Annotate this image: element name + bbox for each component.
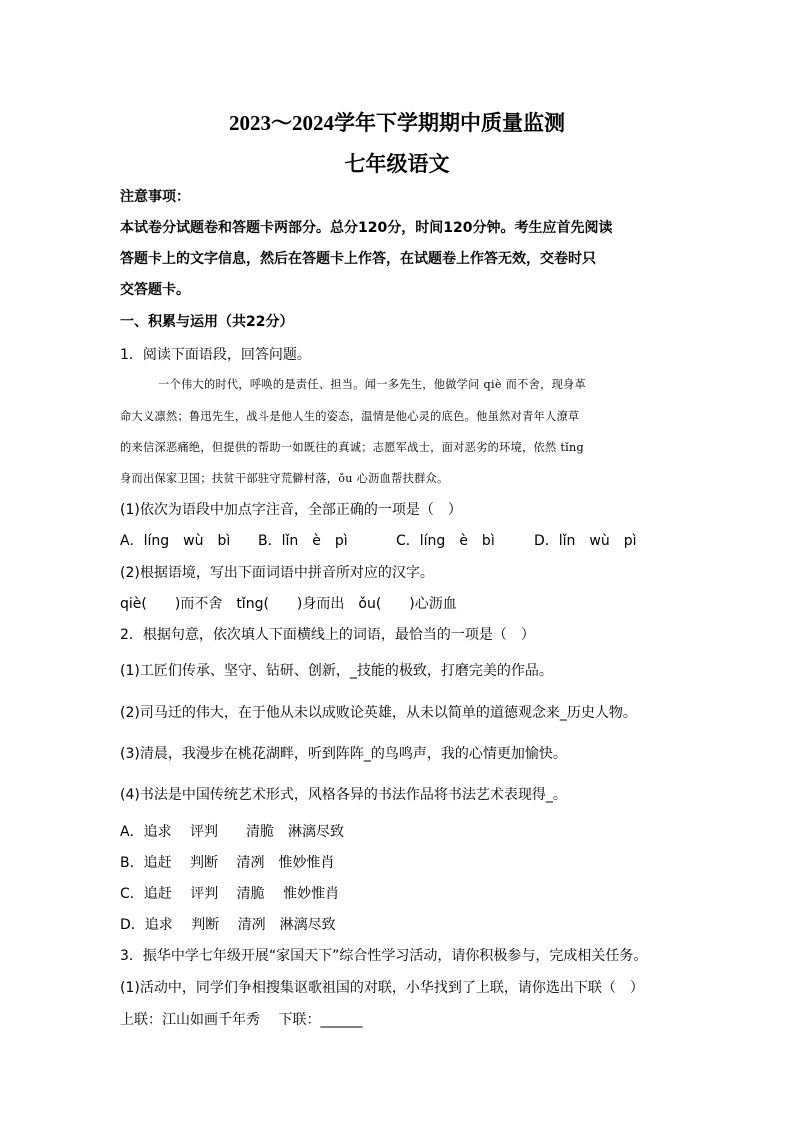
question-2-item: (2)司马迁的伟大，在于他从未以成败论英雄，从未以简单的道德观念来_历史人物。 — [120, 705, 637, 721]
question-2-option-a: A．追求 评判 清脆 淋漓尽致 — [120, 824, 345, 840]
option-c: C．líng è bì — [396, 533, 495, 549]
couplet-line: 上联：江山如画千年秀 下联：______ — [120, 1012, 363, 1028]
passage-line: 命大义凛然；鲁迅先生，战斗是他人生的姿态，温情是他心灵的底色。他虽然对青年人潦草 — [120, 410, 580, 423]
notice-line: 本试卷分试题卷和答题卡两部分。总分120分，时间120分钟。考生应首先阅读 — [120, 220, 613, 236]
question-3-sub1: (1)活动中，同学们争相搜集讴歌祖国的对联，小华找到了上联，请你选出下联（ ） — [120, 980, 644, 996]
question-2-item: (4)书法是中国传统艺术形式，风格各异的书法作品将书法艺术表现得_。 — [120, 787, 567, 803]
section-heading: 一、积累与运用（共22分） — [120, 314, 294, 330]
notice-heading: 注意事项： — [120, 189, 190, 205]
question-2-option-c: C．追赶 评判 清脆 惟妙惟肖 — [120, 886, 340, 902]
option-a: A．líng wù bì — [120, 533, 231, 549]
question-1-sub1: (1)依次为语段中加点字注音，全部正确的一项是（ ） — [120, 502, 462, 518]
passage-line: 身而出保家卫国；扶贫干部驻守荒僻村落，ǒu 心沥血帮扶群众。 — [120, 472, 449, 485]
question-2-option-d: D．追求 判断 清冽 淋漓尽致 — [120, 917, 336, 933]
exam-subtitle: 七年级语文 — [344, 152, 450, 176]
question-3-stem: 3．振华中学七年级开展“家国天下”综合性学习活动，请你积极参与，完成相关任务。 — [120, 948, 648, 964]
question-2-option-b: B．追赶 判断 清冽 惟妙惟肖 — [120, 855, 335, 871]
notice-line: 交答题卡。 — [120, 282, 190, 298]
question-1-stem: 1．阅读下面语段，回答问题。 — [120, 347, 311, 363]
passage-line: 一个伟大的时代，呼唤的是责任、担当。闻一多先生，他做学问 qiè 而不舍，现身革 — [158, 378, 587, 391]
exam-title: 2023～2024学年下学期期中质量监测 — [229, 111, 565, 135]
passage-line: 的来信深恶痛绝，但提供的帮助一如既往的真诚；志愿军战士，面对恶劣的环境，依然 tǐng — [120, 441, 585, 454]
option-d: D．lǐn wù pì — [534, 533, 637, 549]
question-2-item: (1)工匠们传承、坚守、钻研、创新，_技能的极致，打磨完美的作品。 — [120, 663, 553, 679]
notice-line: 答题卡上的文字信息，然后在答题卡上作答，在试题卷上作答无效，交卷时只 — [120, 251, 596, 267]
question-1-sub2: (2)根据语境，写出下面词语中拼音所对应的汉字。 — [120, 565, 434, 581]
question-2-item: (3)清晨，我漫步在桃花湖畔，听到阵阵_的鸟鸣声，我的心情更加愉快。 — [120, 746, 567, 762]
pinyin-blanks: qiè( )而不舍 tǐng( )身而出 ǒu( )心沥血 — [120, 596, 457, 612]
question-2-stem: 2．根据句意，依次填人下面横线上的词语，最恰当的一项是（ ） — [120, 627, 535, 643]
option-b: B．lǐn è pì — [258, 533, 348, 549]
